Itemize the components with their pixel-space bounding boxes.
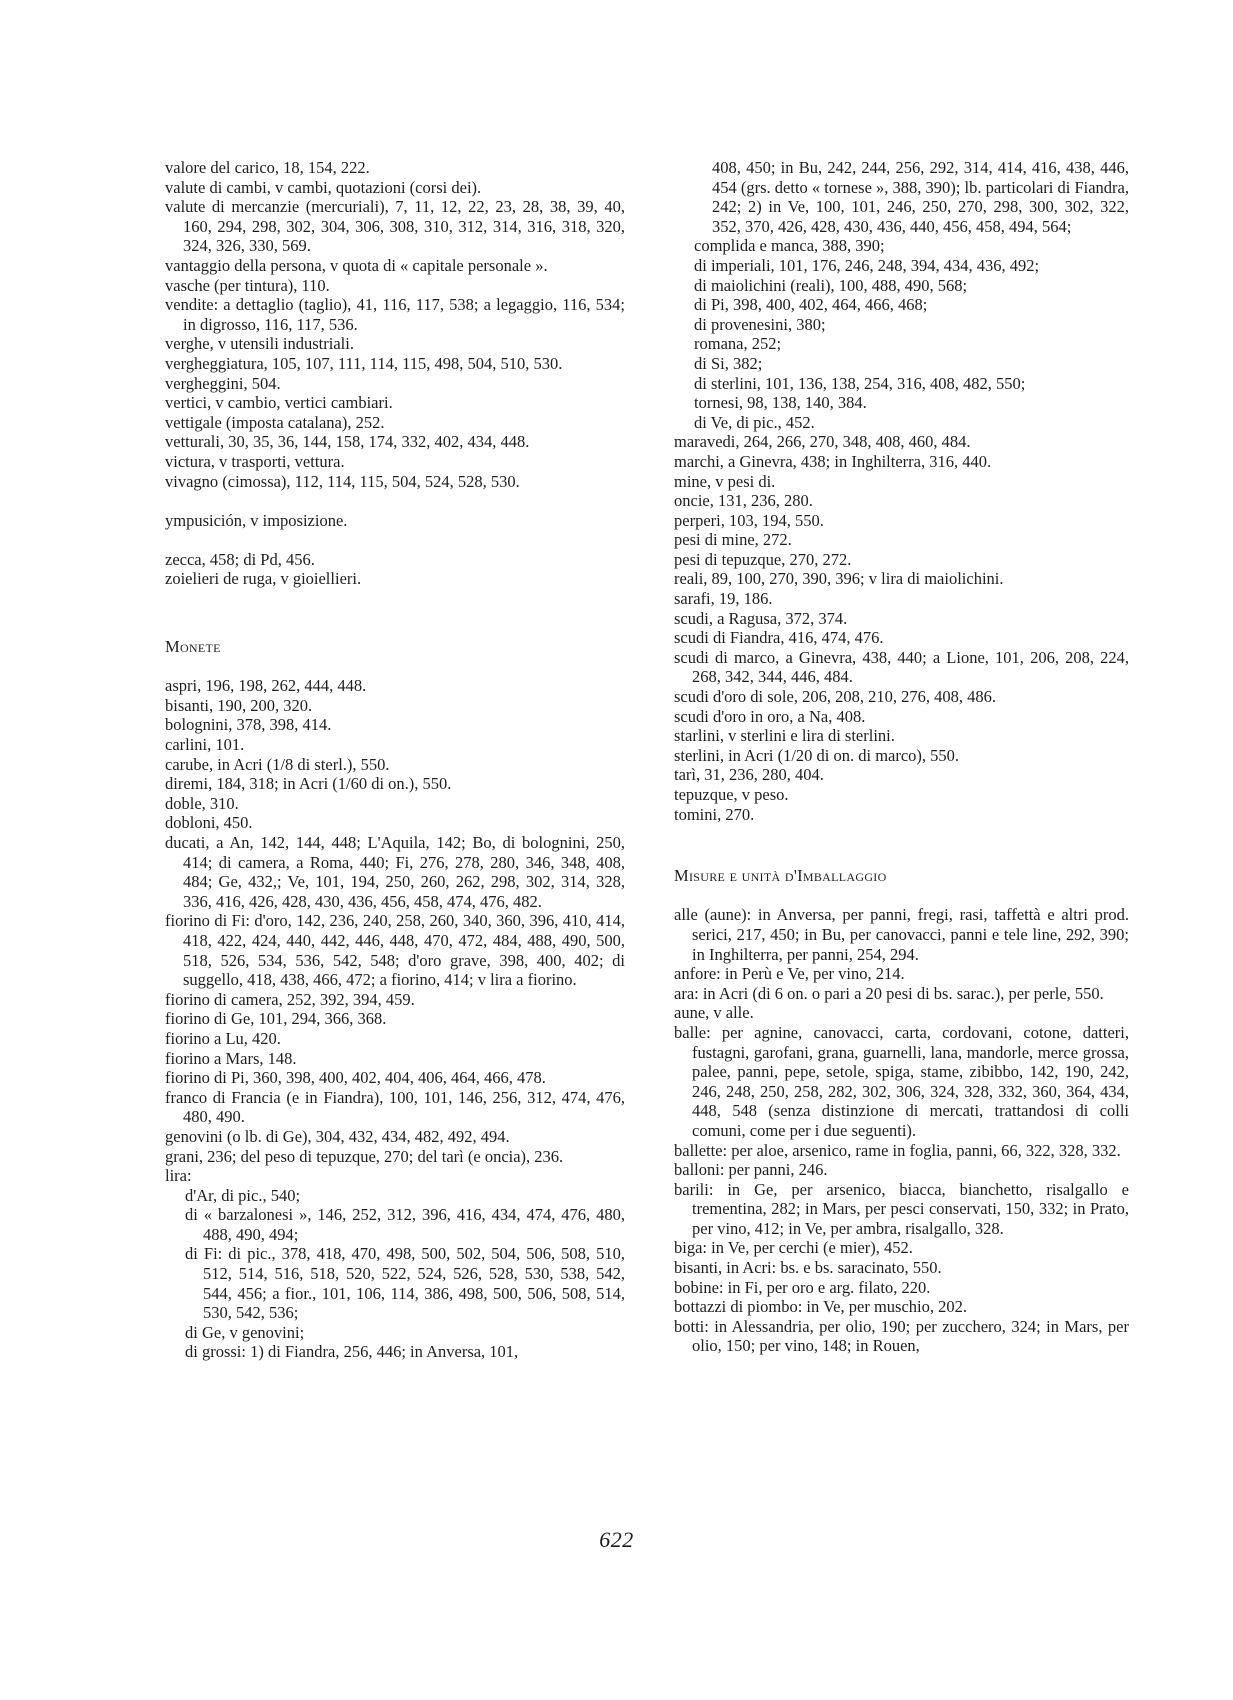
index-entry: diremi, 184, 318; in Acri (1/60 di on.), 550. — [165, 774, 452, 794]
index-entry: mine, v pesi di. — [674, 471, 776, 491]
index-entry: oncie, 131, 236, 280. — [674, 491, 813, 511]
index-entry: scudi di marco, a Ginevra, 438, 440; a Lione, 101, 206, 208, 224, 268, 342, 344, 446, 484. — [674, 647, 1129, 687]
index-entry: bisanti, in Acri: bs. e bs. saracinato, 550. — [674, 1258, 942, 1278]
index-entry: verghe, v utensili industriali. — [165, 334, 354, 354]
index-subentry: d'Ar, di pic., 540; — [185, 1185, 301, 1205]
right-column — [674, 158, 1129, 1356]
index-entry: bolognini, 378, 398, 414. — [165, 715, 332, 735]
index-entry: fiorino di Pi, 360, 398, 400, 402, 404, 406, 464, 466, 478. — [165, 1068, 546, 1088]
index-entry: scudi d'oro in oro, a Na, 408. — [674, 706, 866, 726]
index-entry: tarì, 31, 236, 280, 404. — [674, 765, 824, 785]
index-entry: fiorino a Lu, 420. — [165, 1028, 281, 1048]
index-entry: biga: in Ve, per cerchi (e mier), 452. — [674, 1238, 913, 1258]
index-subentry: di « barzalonesi », 146, 252, 312, 396, 416, 434, 474, 476, 480, 488, 490, 494; — [185, 1205, 625, 1244]
index-entry: fiorino di Ge, 101, 294, 366, 368. — [165, 1009, 387, 1029]
index-subentry: di Pi, 398, 400, 402, 464, 466, 468; — [694, 295, 928, 315]
index-entry: vivagno (cimossa), 112, 114, 115, 504, 524, 528, 530. — [165, 471, 520, 491]
index-subentry: di grossi: 1) di Fiandra, 256, 446; in Anversa, 101, — [185, 1342, 519, 1362]
index-entry: ympusición, v imposizione. — [165, 510, 348, 530]
index-entry: dobloni, 450. — [165, 813, 253, 833]
index-entry: pesi di mine, 272. — [674, 530, 792, 550]
index-entry: scudi di Fiandra, 416, 474, 476. — [674, 628, 884, 648]
index-entry: aune, v alle. — [674, 1003, 754, 1023]
index-entry: marchi, a Ginevra, 438; in Inghilterra, 316, 440. — [674, 451, 992, 471]
index-entry: botti: in Alessandria, per olio, 190; per zucchero, 324; in Mars, per olio, 150; per vino, 148; in Rouen, — [674, 1316, 1129, 1356]
index-entry: scudi d'oro di sole, 206, 208, 210, 276, 408, 486. — [674, 687, 996, 707]
index-entry: sterlini, in Acri (1/20 di on. di marco), 550. — [674, 745, 960, 765]
index-entry: carlini, 101. — [165, 735, 245, 755]
index-entry: grani, 236; del peso di tepuzque, 270; del tarì (e oncia), 236. — [165, 1146, 564, 1166]
index-entry: reali, 89, 100, 270, 390, 396; v lira di maiolichini. — [674, 569, 1004, 589]
section-title-monete: Monete — [165, 637, 221, 657]
index-entry: balloni: per panni, 246. — [674, 1160, 828, 1180]
index-entry: vertici, v cambio, vertici cambiari. — [165, 393, 393, 413]
index-entry: valute di cambi, v cambi, quotazioni (corsi dei). — [165, 177, 482, 197]
index-entry: vergheggiatura, 105, 107, 111, 114, 115, 498, 504, 510, 530. — [165, 353, 563, 373]
index-entry: barili: in Ge, per arsenico, biacca, bianchetto, risalgallo e trementina, 282; in Mars, per pesci conservati, 150, 332; in Prato, per vino, 412; in Ve, per ambra, risalgallo, 328. — [674, 1179, 1129, 1238]
index-subentry: di Ve, di pic., 452. — [694, 412, 815, 432]
index-entry: vendite: a dettaglio (taglio), 41, 116, 117, 538; a legaggio, 116, 534; in digrosso, 116, 117, 536. — [165, 295, 625, 334]
index-entry: zoielieri de ruga, v gioiellieri. — [165, 569, 362, 589]
index-subentry: di Fi: di pic., 378, 418, 470, 498, 500, 502, 504, 506, 508, 510, 512, 514, 516, 518, 520, 522, 524, 526, 528, 530, 538, 542, 544, 456; a fior., 101, 106, 114, 386, 498, 500, 506, 508, 514, 530, 542, 536; — [185, 1244, 625, 1323]
index-entry: balle: per agnine, canovacci, carta, cordovani, cotone, datteri, fustagni, garofani, grana, guarnelli, lana, mandorle, merce grossa, palee, panni, pepe, setole, spiga, stame, zibibbo, 142, 190, 242, 246, 248, 250, 258, 282, 302, 306, 324, 328, 332, 360, 364, 434, 448, 548 (senza distinzione di mercati, trattandosi di colli comuni, come per i due seguenti). — [674, 1022, 1129, 1140]
index-subentry: romana, 252; — [694, 334, 782, 354]
index-entry: ducati, a An, 142, 144, 448; L'Aquila, 142; Bo, di bolognini, 250, 414; di camera, a Roma, 440; Fi, 276, 278, 280, 346, 348, 408, 484; Ge, 432,; Ve, 101, 194, 250, 260, 262, 298, 302, 314, 328, 336, 416, 426, 428, 430, 436, 456, 458, 474, 476, 482. — [165, 833, 625, 911]
index-entry: fiorino di camera, 252, 392, 394, 459. — [165, 989, 415, 1009]
index-entry: valute di mercanzie (mercuriali), 7, 11, 12, 22, 23, 28, 38, 39, 40, 160, 294, 298, 302, 304, 306, 308, 310, 312, 314, 316, 318, 320, 324, 326, 330, 569. — [165, 197, 625, 256]
page-number: 622 — [599, 1527, 634, 1552]
section-title-misure: Misure e unità d'Imballaggio — [674, 866, 887, 886]
index-entry: ballette: per aloe, arsenico, rame in foglia, panni, 66, 322, 328, 332. — [674, 1140, 1121, 1160]
index-entry: zecca, 458; di Pd, 456. — [165, 549, 315, 569]
index-entry: starlini, v sterlini e lira di sterlini. — [674, 726, 895, 746]
left-column — [165, 158, 625, 1362]
index-subentry: di Si, 382; — [694, 353, 763, 373]
index-entry: vergheggini, 504. — [165, 373, 281, 393]
index-entry: doble, 310. — [165, 793, 239, 813]
index-entry: franco di Francia (e in Fiandra), 100, 101, 146, 256, 312, 474, 476, 480, 490. — [165, 1087, 625, 1127]
index-entry: pesi di tepuzque, 270, 272. — [674, 549, 852, 569]
index-entry: bisanti, 190, 200, 320. — [165, 695, 313, 715]
index-subentry: di provenesini, 380; — [694, 314, 826, 334]
index-entry: victura, v trasporti, vettura. — [165, 451, 345, 471]
index-entry: vasche (per tintura), 110. — [165, 275, 330, 295]
index-subentry: complida e manca, 388, 390; — [694, 236, 885, 256]
index-subentry: di maiolichini (reali), 100, 488, 490, 568; — [694, 275, 968, 295]
index-subentry: di sterlini, 101, 136, 138, 254, 316, 408, 482, 550; — [694, 373, 1026, 393]
index-entry: anfore: in Perù e Ve, per vino, 214. — [674, 964, 905, 984]
index-subentry: tornesi, 98, 138, 140, 384. — [694, 393, 867, 413]
index-entry: vantaggio della persona, v quota di « capitale personale ». — [165, 255, 548, 275]
index-continuation: 408, 450; in Bu, 242, 244, 256, 292, 314, 414, 416, 438, 446, 454 (grs. detto « tornese », 388, 390); lb. particolari di Fiandra, 242; 2) in Ve, 100, 101, 246, 250, 270, 298, 300, 302, 322, 352, 370, 426, 428, 430, 436, 440, 456, 458, 494, 564; — [712, 158, 1129, 236]
index-entry: vettigale (imposta catalana), 252. — [165, 412, 385, 432]
index-entry: sarafi, 19, 186. — [674, 589, 773, 609]
index-entry: tomini, 270. — [674, 804, 755, 824]
index-entry: ara: in Acri (di 6 on. o pari a 20 pesi di bs. sarac.), per perle, 550. — [674, 983, 1104, 1003]
index-entry: alle (aune): in Anversa, per panni, fregi, rasi, taffettà e altri prod. serici, 217, 450; in Bu, per canovacci, panni e tele line, 292, 390; in Inghilterra, per panni, 254, 294. — [674, 905, 1129, 964]
index-entry: maravedi, 264, 266, 270, 348, 408, 460, 484. — [674, 432, 971, 452]
index-subentry: di Ge, v genovini; — [185, 1322, 305, 1342]
index-entry: fiorino a Mars, 148. — [165, 1048, 297, 1068]
index-entry: scudi, a Ragusa, 372, 374. — [674, 608, 848, 628]
index-entry: valore del carico, 18, 154, 222. — [165, 158, 370, 177]
index-entry: tepuzque, v peso. — [674, 785, 789, 804]
index-subentry: di imperiali, 101, 176, 246, 248, 394, 434, 436, 492; — [694, 255, 1040, 275]
index-entry: bottazzi di piombo: in Ve, per muschio, 202. — [674, 1297, 967, 1317]
index-entry: perperi, 103, 194, 550. — [674, 510, 824, 530]
index-entry: vetturali, 30, 35, 36, 144, 158, 174, 332, 402, 434, 448. — [165, 432, 530, 452]
index-entry: carube, in Acri (1/8 di sterl.), 550. — [165, 754, 390, 774]
index-entry: fiorino di Fi: d'oro, 142, 236, 240, 258, 260, 340, 360, 396, 410, 414, 418, 422, 424, 440, 442, 446, 448, 470, 472, 484, 488, 490, 500, 518, 526, 534, 536, 542, 548; d'oro grave, 398, 400, 402; di suggello, 418, 438, 466, 472; a fiorino, 414; v lira a fiorino. — [165, 911, 625, 990]
index-entry: bobine: in Fi, per oro e arg. filato, 220. — [674, 1277, 931, 1297]
index-entry: genovini (o lb. di Ge), 304, 432, 434, 482, 492, 494. — [165, 1126, 510, 1146]
index-entry-lira: lira: — [165, 1166, 192, 1186]
index-entry: aspri, 196, 198, 262, 444, 448. — [165, 676, 367, 696]
